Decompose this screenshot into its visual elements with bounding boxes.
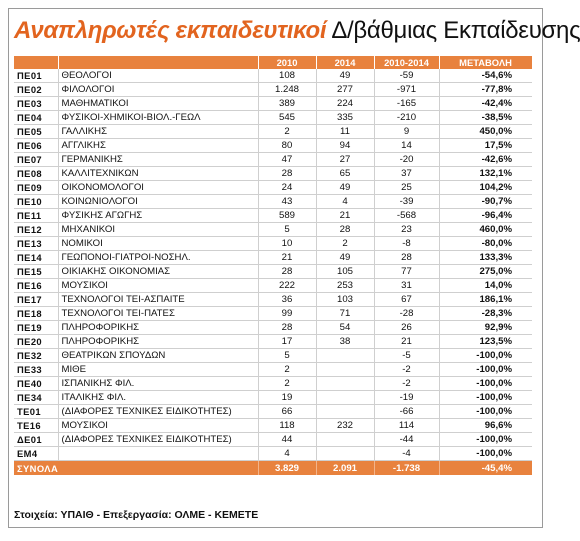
row-difference: -4 (374, 447, 439, 461)
row-specialty: ΠΛΗΡΟΦΟΡΙΚΗΣ (58, 335, 258, 349)
row-2014: 49 (316, 69, 374, 83)
row-code: ΠΕ01 (14, 69, 58, 83)
row-2014: 65 (316, 167, 374, 181)
row-code: ΠΕ18 (14, 307, 58, 321)
table-row (14, 237, 532, 251)
table-row (14, 307, 532, 321)
table-row (14, 321, 532, 335)
row-specialty: ΦΙΛΟΛΟΓΟΙ (58, 83, 258, 97)
row-2014: 335 (316, 111, 374, 125)
row-specialty: ΦΥΣΙΚΟΙ-ΧΗΜΙΚΟΙ-ΒΙΟΛ.-ΓΕΩΛ (58, 111, 258, 125)
row-difference: -5 (374, 349, 439, 363)
table-row (14, 363, 532, 377)
table-row (14, 251, 532, 265)
row-change: -100,0% (439, 433, 532, 447)
row-change: -100,0% (439, 405, 532, 419)
row-2014: 253 (316, 279, 374, 293)
row-code: ΠΕ32 (14, 349, 58, 363)
row-code: ΠΕ08 (14, 167, 58, 181)
row-2014: 232 (316, 419, 374, 433)
row-code: ΠΕ33 (14, 363, 58, 377)
row-specialty: ΘΕΑΤΡΙΚΩΝ ΣΠΟΥΔΩΝ (58, 349, 258, 363)
row-specialty: ΝΟΜΙΚΟΙ (58, 237, 258, 251)
row-2014 (316, 433, 374, 447)
totals-2014: 2.091 (316, 461, 374, 475)
table-row (14, 125, 532, 139)
title-rest: Δ/βάθμιας Εκπαίδευσης (331, 17, 580, 44)
row-2010: 389 (258, 97, 316, 111)
row-2010: 5 (258, 223, 316, 237)
row-2010: 19 (258, 391, 316, 405)
row-change: 186,1% (439, 293, 532, 307)
row-specialty: ΠΛΗΡΟΦΟΡΙΚΗΣ (58, 321, 258, 335)
row-code: ΠΕ09 (14, 181, 58, 195)
row-2014 (316, 377, 374, 391)
row-specialty: ΚΟΙΝΩΝΙΟΛΟΓΟΙ (58, 195, 258, 209)
row-change: 96,6% (439, 419, 532, 433)
row-2010: 47 (258, 153, 316, 167)
header-code (14, 56, 58, 69)
table-row (14, 349, 532, 363)
table-row (14, 293, 532, 307)
header-specialty (58, 56, 258, 69)
row-difference: -20 (374, 153, 439, 167)
row-difference: -210 (374, 111, 439, 125)
table-row (14, 433, 532, 447)
row-2014 (316, 405, 374, 419)
row-2014: 11 (316, 125, 374, 139)
table-row (14, 195, 532, 209)
table-row (14, 419, 532, 433)
table-body (14, 69, 532, 461)
row-2010: 28 (258, 265, 316, 279)
row-2014: 94 (316, 139, 374, 153)
row-code: ΠΕ10 (14, 195, 58, 209)
row-change: -100,0% (439, 349, 532, 363)
row-difference: 9 (374, 125, 439, 139)
row-specialty (58, 447, 258, 461)
row-code: ΠΕ19 (14, 321, 58, 335)
row-code: ΠΕ11 (14, 209, 58, 223)
row-specialty: ΤΕΧΝΟΛΟΓΟΙ ΤΕΙ-ΠΑΤΕΣ (58, 307, 258, 321)
row-specialty: (ΔΙΑΦΟΡΕΣ ΤΕΧΝΙΚΕΣ ΕΙΔΙΚΟΤΗΤΕΣ) (58, 405, 258, 419)
row-difference: -44 (374, 433, 439, 447)
row-code: ΤΕ16 (14, 419, 58, 433)
row-code: ΠΕ13 (14, 237, 58, 251)
row-difference: -2 (374, 377, 439, 391)
row-2010: 2 (258, 363, 316, 377)
row-2014: 224 (316, 97, 374, 111)
row-difference: 23 (374, 223, 439, 237)
row-specialty: ΙΤΑΛΙΚΗΣ ΦΙΛ. (58, 391, 258, 405)
table-row (14, 69, 532, 83)
row-change: -38,5% (439, 111, 532, 125)
row-difference: 25 (374, 181, 439, 195)
row-specialty: ΘΕΟΛΟΓΟΙ (58, 69, 258, 83)
row-2014: 277 (316, 83, 374, 97)
row-change: -42,4% (439, 97, 532, 111)
row-difference: -66 (374, 405, 439, 419)
row-2010: 108 (258, 69, 316, 83)
row-2014: 54 (316, 321, 374, 335)
row-2014: 71 (316, 307, 374, 321)
row-2010: 21 (258, 251, 316, 265)
row-difference: -28 (374, 307, 439, 321)
row-2010: 589 (258, 209, 316, 223)
row-2010: 66 (258, 405, 316, 419)
row-code: ΠΕ12 (14, 223, 58, 237)
row-change: 133,3% (439, 251, 532, 265)
row-change: 460,0% (439, 223, 532, 237)
row-change: 14,0% (439, 279, 532, 293)
row-difference: -2 (374, 363, 439, 377)
row-2014: 105 (316, 265, 374, 279)
row-2014: 4 (316, 195, 374, 209)
table-row (14, 139, 532, 153)
table-row (14, 335, 532, 349)
row-difference: 31 (374, 279, 439, 293)
row-change: -42,6% (439, 153, 532, 167)
row-change: 123,5% (439, 335, 532, 349)
row-specialty: ΟΙΚΙΑΚΗΣ ΟΙΚΟΝΟΜΙΑΣ (58, 265, 258, 279)
row-2010: 44 (258, 433, 316, 447)
row-2010: 28 (258, 167, 316, 181)
table-row (14, 223, 532, 237)
row-code: ΠΕ03 (14, 97, 58, 111)
source-note: Στοιχεία: ΥΠΑΙΘ - Επεξεργασία: ΟΛΜΕ - ΚΕΜΕΤΕ (14, 509, 259, 521)
row-change: 450,0% (439, 125, 532, 139)
row-change: 104,2% (439, 181, 532, 195)
table-row (14, 97, 532, 111)
row-change: -77,8% (439, 83, 532, 97)
row-specialty: ΓΕΩΠΟΝΟΙ-ΓΙΑΤΡΟΙ-ΝΟΣΗΛ. (58, 251, 258, 265)
row-specialty: ΚΑΛΛΙΤΕΧΝΙΚΩΝ (58, 167, 258, 181)
row-specialty: ΦΥΣΙΚΗΣ ΑΓΩΓΗΣ (58, 209, 258, 223)
row-code: ΔΕ01 (14, 433, 58, 447)
row-2010: 1.248 (258, 83, 316, 97)
row-2014: 38 (316, 335, 374, 349)
row-code: ΠΕ02 (14, 83, 58, 97)
table-row (14, 83, 532, 97)
table-row (14, 447, 532, 461)
row-2014 (316, 391, 374, 405)
row-code: ΠΕ06 (14, 139, 58, 153)
table-row (14, 405, 532, 419)
row-specialty: ΜΗΧΑΝΙΚΟΙ (58, 223, 258, 237)
row-2010: 2 (258, 125, 316, 139)
table-row (14, 377, 532, 391)
row-change: 275,0% (439, 265, 532, 279)
header-2010: 2010 (258, 56, 316, 69)
row-2010: 2 (258, 377, 316, 391)
row-specialty: ΟΙΚΟΝΟΜΟΛΟΓΟΙ (58, 181, 258, 195)
totals-label: ΣΥΝΟΛΑ (14, 461, 258, 475)
header-2014: 2014 (316, 56, 374, 69)
row-2010: 36 (258, 293, 316, 307)
row-specialty: ΑΓΓΛΙΚΗΣ (58, 139, 258, 153)
row-2010: 43 (258, 195, 316, 209)
row-specialty: ΜΟΥΣΙΚΟΙ (58, 419, 258, 433)
row-specialty: ΤΕΧΝΟΛΟΓΟΙ ΤΕΙ-ΑΣΠΑΙΤΕ (58, 293, 258, 307)
row-change: 17,5% (439, 139, 532, 153)
row-difference: 114 (374, 419, 439, 433)
row-specialty: ΓΑΛΛΙΚΗΣ (58, 125, 258, 139)
row-difference: 21 (374, 335, 439, 349)
table-row (14, 153, 532, 167)
row-change: 132,1% (439, 167, 532, 181)
row-difference: 14 (374, 139, 439, 153)
table-row (14, 181, 532, 195)
row-code: ΠΕ15 (14, 265, 58, 279)
header-difference: 2010-2014 (374, 56, 439, 69)
row-change: -80,0% (439, 237, 532, 251)
row-specialty: ΓΕΡΜΑΝΙΚΗΣ (58, 153, 258, 167)
row-2010: 99 (258, 307, 316, 321)
row-2010: 28 (258, 321, 316, 335)
row-2014: 28 (316, 223, 374, 237)
row-code: ΠΕ34 (14, 391, 58, 405)
row-2014: 49 (316, 181, 374, 195)
header-change: ΜΕΤΑΒΟΛΗ (439, 56, 532, 69)
row-change: -100,0% (439, 377, 532, 391)
row-2010: 10 (258, 237, 316, 251)
row-2010: 4 (258, 447, 316, 461)
row-code: ΠΕ14 (14, 251, 58, 265)
row-change: -100,0% (439, 363, 532, 377)
table-row (14, 111, 532, 125)
row-code: ΠΕ04 (14, 111, 58, 125)
row-2010: 118 (258, 419, 316, 433)
totals-change: -45,4% (439, 461, 532, 475)
row-2014: 27 (316, 153, 374, 167)
row-2010: 80 (258, 139, 316, 153)
row-change: -100,0% (439, 391, 532, 405)
row-code: ΠΕ20 (14, 335, 58, 349)
page-title (14, 14, 580, 48)
row-difference: 28 (374, 251, 439, 265)
row-difference: 77 (374, 265, 439, 279)
teachers-table (14, 56, 533, 475)
row-code: ΤΕ01 (14, 405, 58, 419)
table-row (14, 265, 532, 279)
row-specialty: ΜΟΥΣΙΚΟΙ (58, 279, 258, 293)
row-2014: 2 (316, 237, 374, 251)
row-2010: 5 (258, 349, 316, 363)
row-change: -100,0% (439, 447, 532, 461)
row-2010: 17 (258, 335, 316, 349)
row-code: ΕΜ4 (14, 447, 58, 461)
table-header-row (14, 56, 532, 69)
row-2014: 49 (316, 251, 374, 265)
row-2010: 24 (258, 181, 316, 195)
totals-row (14, 461, 532, 475)
row-code: ΠΕ16 (14, 279, 58, 293)
row-difference: 37 (374, 167, 439, 181)
row-2014 (316, 349, 374, 363)
row-code: ΠΕ05 (14, 125, 58, 139)
row-2014: 103 (316, 293, 374, 307)
row-difference: 67 (374, 293, 439, 307)
row-change: -54,6% (439, 69, 532, 83)
row-specialty: ΙΣΠΑΝΙΚΗΣ ΦΙΛ. (58, 377, 258, 391)
row-2014 (316, 447, 374, 461)
row-difference: -8 (374, 237, 439, 251)
totals-2010: 3.829 (258, 461, 316, 475)
row-specialty: (ΔΙΑΦΟΡΕΣ ΤΕΧΝΙΚΕΣ ΕΙΔΙΚΟΤΗΤΕΣ) (58, 433, 258, 447)
row-specialty: ΜΙΘΕ (58, 363, 258, 377)
row-difference: -39 (374, 195, 439, 209)
row-change: -28,3% (439, 307, 532, 321)
table-row (14, 391, 532, 405)
row-change: 92,9% (439, 321, 532, 335)
row-2010: 222 (258, 279, 316, 293)
row-code: ΠΕ07 (14, 153, 58, 167)
row-difference: -971 (374, 83, 439, 97)
row-difference: 26 (374, 321, 439, 335)
row-difference: -59 (374, 69, 439, 83)
row-2014 (316, 363, 374, 377)
row-2010: 545 (258, 111, 316, 125)
row-difference: -19 (374, 391, 439, 405)
row-difference: -568 (374, 209, 439, 223)
row-code: ΠΕ17 (14, 293, 58, 307)
row-code: ΠΕ40 (14, 377, 58, 391)
table-row (14, 209, 532, 223)
table-row (14, 279, 532, 293)
totals-difference: -1.738 (374, 461, 439, 475)
row-2014: 21 (316, 209, 374, 223)
row-difference: -165 (374, 97, 439, 111)
table-row (14, 167, 532, 181)
row-specialty: ΜΑΘΗΜΑΤΙΚΟΙ (58, 97, 258, 111)
row-change: -90,7% (439, 195, 532, 209)
title-highlight: Αναπληρωτές εκπαιδευτικοί (14, 17, 327, 44)
row-change: -96,4% (439, 209, 532, 223)
